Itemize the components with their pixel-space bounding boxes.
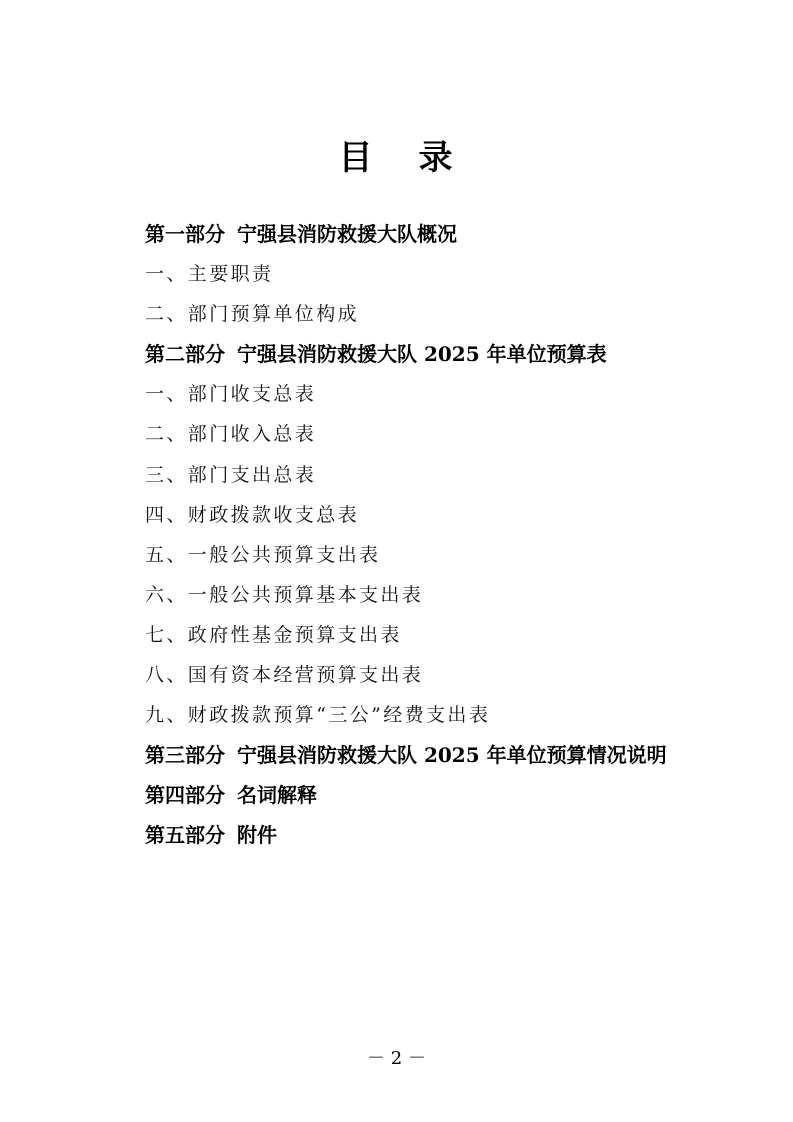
toc-item-unit-composition[interactable]: 二、部门预算单位构成 — [145, 303, 360, 326]
toc-item[interactable]: 七、政府性基金预算支出表 — [145, 623, 402, 646]
toc-item[interactable]: 五、一般公共预算支出表 — [145, 543, 381, 566]
toc-part-1[interactable] — [145, 214, 745, 254]
toc-item[interactable]: 六、一般公共预算基本支出表 — [145, 583, 424, 606]
page-title — [0, 136, 793, 180]
toc-part-label: 第五部分 — [145, 823, 225, 848]
toc-part-label: 第二部分 — [145, 342, 225, 367]
title-char-2: 录 — [418, 138, 455, 178]
toc-part-title: 宁强县消防救援大队 2025 年单位预算情况说明 — [237, 743, 667, 768]
table-of-contents — [145, 214, 745, 856]
toc-part-title: 宁强县消防救援大队 2025 年单位预算表 — [237, 342, 607, 367]
toc-part-3[interactable] — [145, 735, 745, 775]
toc-item[interactable]: 三、部门支出总表 — [145, 463, 317, 486]
toc-part-5[interactable] — [145, 815, 745, 855]
toc-part-label: 第一部分 — [145, 222, 225, 246]
toc-part-title: 宁强县消防救援大队概况 — [237, 222, 457, 246]
toc-part-title: 名词解释 — [237, 783, 317, 808]
title-char-1: 目 — [338, 138, 375, 178]
toc-part-2[interactable] — [145, 334, 745, 374]
toc-item[interactable]: 九、财政拨款预算“三公”经费支出表 — [145, 704, 491, 727]
toc-item[interactable]: 八、国有资本经营预算支出表 — [145, 664, 424, 687]
toc-item[interactable]: 一、部门收支总表 — [145, 383, 317, 406]
toc-part-label: 第三部分 — [145, 743, 225, 768]
toc-item[interactable]: 四、财政拨款收支总表 — [145, 503, 360, 526]
toc-item-main-duties[interactable]: 一、主要职责 — [145, 263, 274, 286]
page-number: － 2 － — [367, 1048, 426, 1069]
toc-part-label: 第四部分 — [145, 783, 225, 808]
toc-part-4[interactable] — [145, 775, 745, 815]
toc-item[interactable]: 二、部门收入总表 — [145, 423, 317, 446]
toc-part-title: 附件 — [237, 823, 277, 848]
